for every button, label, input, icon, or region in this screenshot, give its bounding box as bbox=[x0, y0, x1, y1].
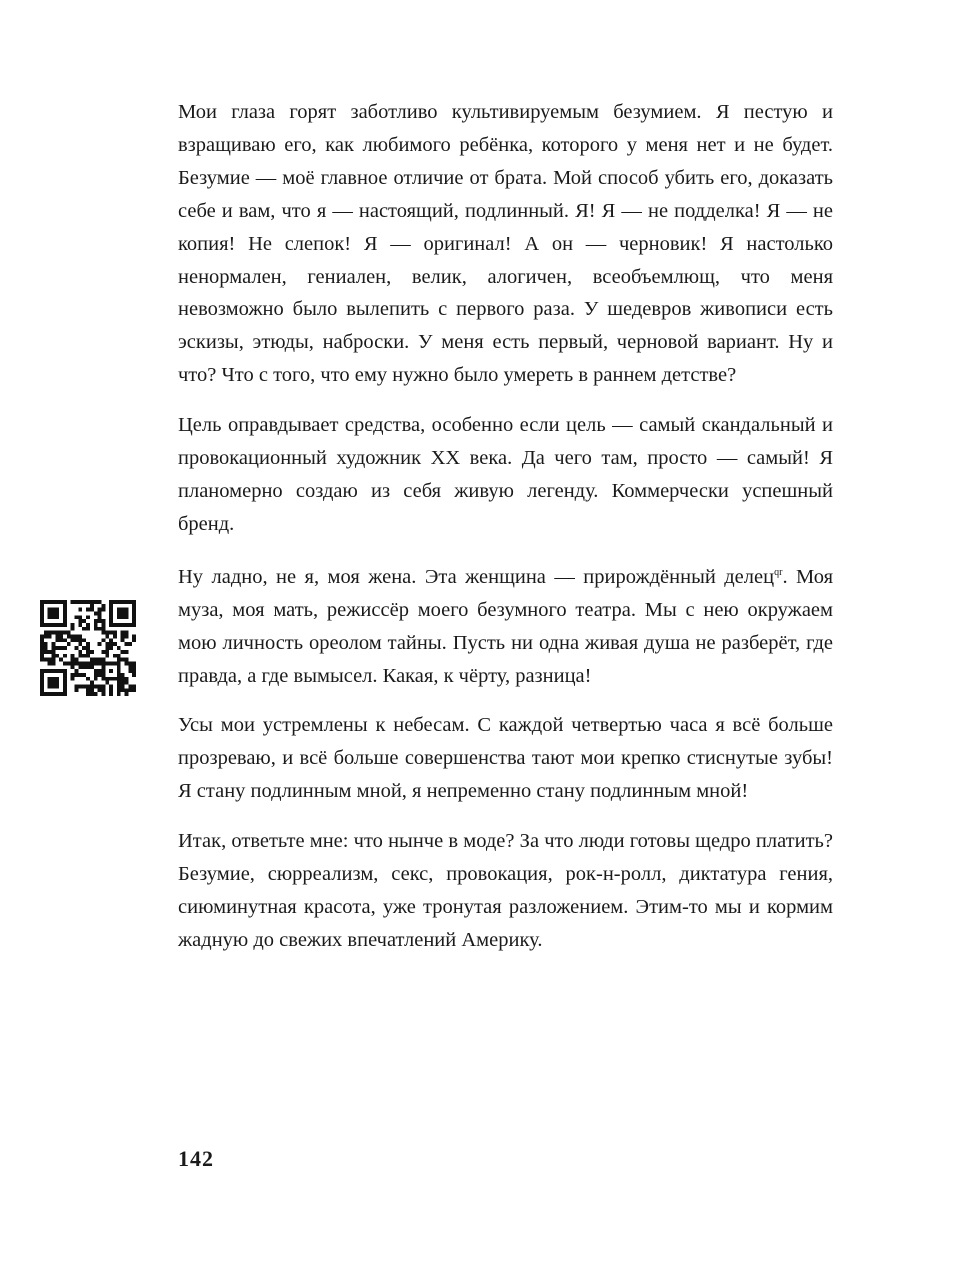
qr-code-icon bbox=[40, 600, 136, 696]
paragraph-5: Итак, ответьте мне: что нынче в моде? За что люди готовы щедро платить? Безумие, сюрреализм, секс, провокация, рок-н-ролл, диктатура гения, сиюминутная красота, уже тронутая разложением. Этим-то мы и кормим жадную до свежих впечатлений Америку. bbox=[178, 830, 833, 951]
paragraph-3-part-2: . Моя муза, моя мать, режиссёр моего безумного театра. Мы с нею окружаем мою личность ореолом тайны. Пусть ни одна живая душа не разберёт, где правда, а где вымысел. Какая, к чёрту, разница! bbox=[178, 565, 834, 687]
qr-footnote-marker: qr bbox=[774, 566, 783, 578]
paragraph-3 bbox=[178, 561, 833, 693]
page-number: 142 bbox=[178, 1146, 214, 1171]
paragraph-3-part-1: Ну ладно, не я, моя жена. Эта женщина — прирождённый делец bbox=[178, 565, 775, 588]
paragraph-1: Мои глаза горят заботливо культивируемым безумием. Я пестую и взращиваю его, как любимого ребёнка, которого у меня нет и не будет. Безумие — моё главное отличие от брата. Мой способ убить его, доказать себе и вам, что я — настоящий, подлинный. Я! Я — не подделка! Я — не копия! Не слепок! Я — оригинал! А он — черновик! Я настолько ненормален, гениален, велик, алогичен, всеобъемлющ, что меня невозможно было вылепить с первого раза. У шедевров живописи есть эскизы, этюды, наброски. У меня есть первый, черновой вариант. Ну и что? Что с того, что ему нужно было умереть в раннем детстве? bbox=[178, 101, 833, 387]
body-text bbox=[178, 96, 833, 974]
paragraph-2: Цель оправдывает средства, особенно если цель — самый скандальный и провокационный художник XX века. Да чего там, просто — самый! Я планомерно создаю из себя живую легенду. Коммерчески успешный бренд. bbox=[178, 414, 833, 535]
paragraph-4: Усы мои устремлены к небесам. С каждой четвертью часа я всё больше прозреваю, и всё больше совершенства тают мои крепко стиснутые зубы! Я стану подлинным мной, я непременно стану подлинным мной! bbox=[178, 714, 833, 803]
